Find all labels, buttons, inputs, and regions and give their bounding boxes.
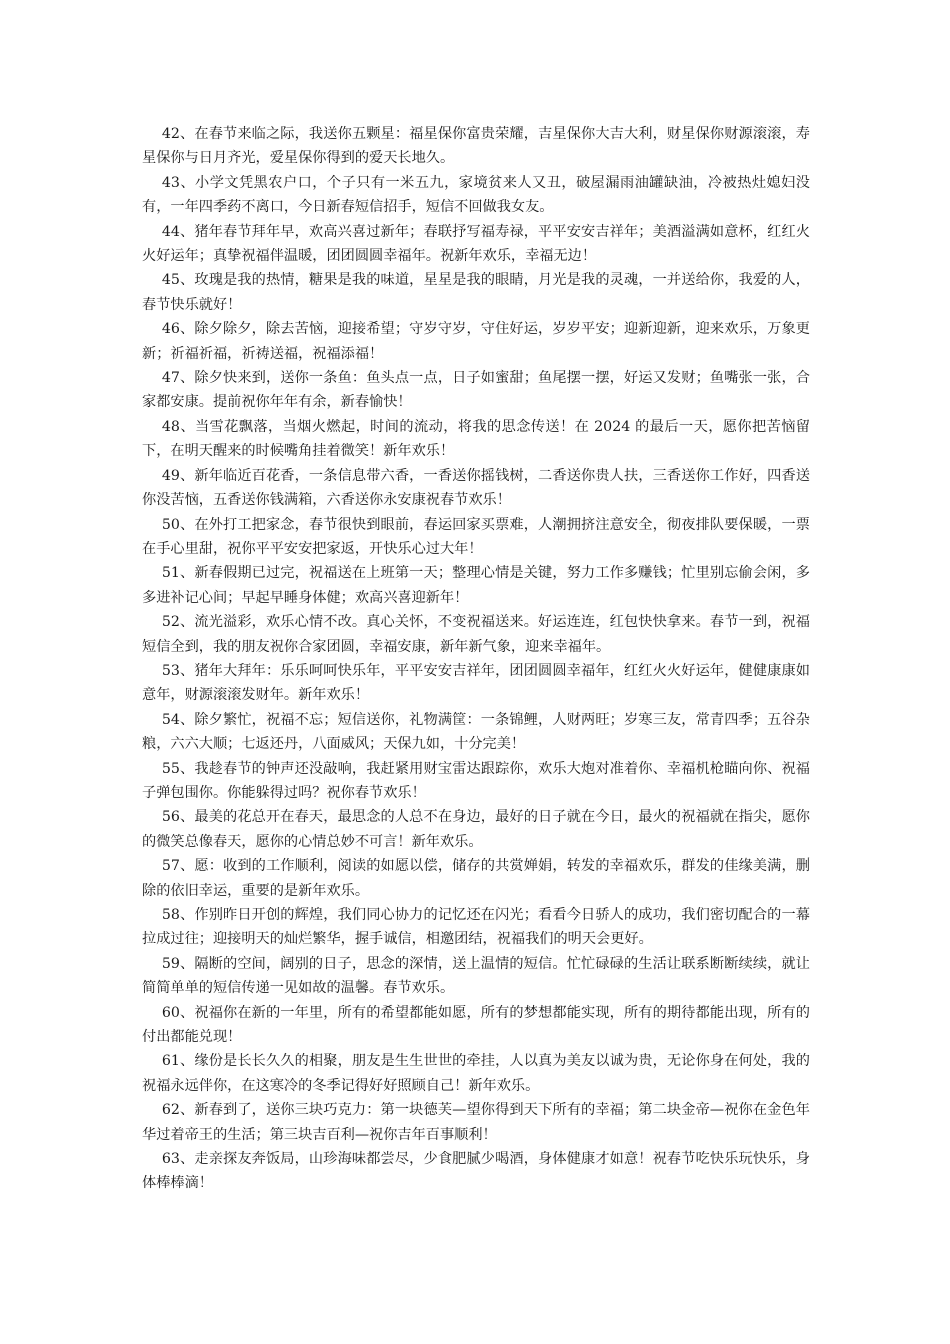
paragraph-56: 56、最美的花总开在春天，最思念的人总不在身边，最好的日子就在今日，最火的祝福就在指尖，愿你的微笑总像春天，愿你的心情总妙不可言！新年欢乐。	[142, 809, 810, 850]
paragraph-43: 43、小学文凭黑农户口，个子只有一米五九，家境贫来人又丑，破屋漏雨油罐缺油，冷被热灶媳妇没有，一年四季药不离口，今日新春短信招手，短信不回做我女友。	[142, 174, 810, 216]
paragraph-53: 53、猪年大拜年：乐乐呵呵快乐年，平平安安吉祥年，团团圆圆幸福年，红红火火好运年，健健康康如意年，财源滚滚发财年。新年欢乐！	[142, 662, 810, 704]
paragraph-51: 51、新春假期已过完，祝福送在上班第一天；整理心情是关键，努力工作多赚钱；忙里别忘偷会闲，多多进补记心间；早起早睡身体健；欢高兴喜迎新年！	[142, 565, 810, 606]
document-body	[142, 122, 810, 1196]
paragraph-61: 61、缘份是长长久久的相聚，朋友是生生世世的牵挂，人以真为美友以诚为贵，无论你身在何处，我的祝福永远伴你，在这寒冷的冬季记得好好照顾自己！新年欢乐。	[142, 1053, 810, 1094]
paragraph-58: 58、作别昨日开创的辉煌，我们同心协力的记忆还在闪光；看看今日骄人的成功，我们密切配合的一幕拉成过往；迎接明天的灿烂繁华，握手诚信，相邀团结，祝福我们的明天会更好。	[142, 907, 810, 948]
paragraph-57: 57、愿：收到的工作顺利，阅读的如愿以偿，储存的共赏婵娟，转发的幸福欢乐，群发的佳缘美满，删除的依旧幸运，重要的是新年欢乐。	[142, 858, 810, 899]
paragraph-55: 55、我趁春节的钟声还没敲响，我赶紧用财宝雷达跟踪你，欢乐大炮对准着你、幸福机枪瞄向你、祝福子弹包围你。你能躲得过吗？祝你春节欢乐！	[142, 760, 810, 801]
paragraph-48: 48、当雪花飘落，当烟火燃起，时间的流动，将我的思念传送！在 2024 的最后一天，愿你把苦恼留下，在明天醒来的时候嘴角挂着微笑！新年欢乐！	[142, 418, 810, 460]
paragraph-49: 49、新年临近百花香，一条信息带六香，一香送你摇钱树，二香送你贵人扶，三香送你工作好，四香送你没苦恼，五香送你钱满箱，六香送你永安康祝春节欢乐！	[142, 467, 810, 509]
paragraph-47: 47、除夕快来到，送你一条鱼：鱼头点一点，日子如蜜甜；鱼尾摆一摆，好运又发财；鱼嘴张一张，合家都安康。提前祝你年年有余，新春愉快！	[142, 370, 810, 411]
paragraph-46: 46、除夕除夕，除去苦恼，迎接希望；守岁守岁，守住好运，岁岁平安；迎新迎新，迎来欢乐，万象更新；祈福祈福，祈祷送福，祝福添福！	[142, 321, 810, 362]
paragraph-42: 42、在春节来临之际，我送你五颗星：福星保你富贵荣耀，吉星保你大吉大利，财星保你财源滚滚，寿星保你与日月齐光，爱星保你得到的爱天长地久。	[142, 126, 810, 167]
paragraph-45: 45、玫瑰是我的热情，糖果是我的味道，星星是我的眼睛，月光是我的灵魂，一并送给你，我爱的人，春节快乐就好！	[142, 272, 810, 313]
paragraph-44: 44、猪年春节拜年早，欢高兴喜过新年；春联抒写福寿禄，平平安安吉祥年；美酒溢满如意杯，红红火火好运年；真挚祝福伴温暖，团团圆圆幸福年。祝新年欢乐，幸福无边！	[142, 223, 810, 265]
paragraph-63: 63、走亲探友奔饭局，山珍海味都尝尽，少食肥腻少喝酒，身体健康才如意！祝春节吃快乐玩快乐，身体棒棒滴！	[142, 1151, 810, 1192]
paragraph-52: 52、流光溢彩，欢乐心情不改。真心关怀，不变祝福送来。好运连连，红包快快拿来。春节一到，祝福短信全到，我的朋友祝你合家团圆，幸福安康，新年新气象，迎来幸福年。	[142, 614, 810, 655]
paragraph-59: 59、隔断的空间，阔别的日子，思念的深情，送上温情的短信。忙忙碌碌的生活让联系断断续续，就让简简单单的短信传递一见如故的温馨。春节欢乐。	[142, 955, 810, 997]
paragraph-62: 62、新春到了，送你三块巧克力：第一块德芙—望你得到天下所有的幸福；第二块金帝—祝你在金色年华过着帝王的生活；第三块吉百利—祝你吉年百事顺利！	[142, 1102, 810, 1143]
paragraph-50: 50、在外打工把家念，春节很快到眼前，春运回家买票难，人潮拥挤注意安全，彻夜排队要保暖，一票在手心里甜，祝你平平安安把家返，开快乐心过大年！	[142, 516, 810, 557]
paragraph-54: 54、除夕繁忙，祝福不忘；短信送你，礼物满筐：一条锦鲤，人财两旺；岁寒三友，常青四季；五谷杂粮，六六大顺；七返还丹，八面威风；天保九如，十分完美！	[142, 711, 810, 753]
paragraph-60: 60、祝福你在新的一年里，所有的希望都能如愿，所有的梦想都能实现，所有的期待都能出现，所有的付出都能兑现！	[142, 1004, 810, 1046]
